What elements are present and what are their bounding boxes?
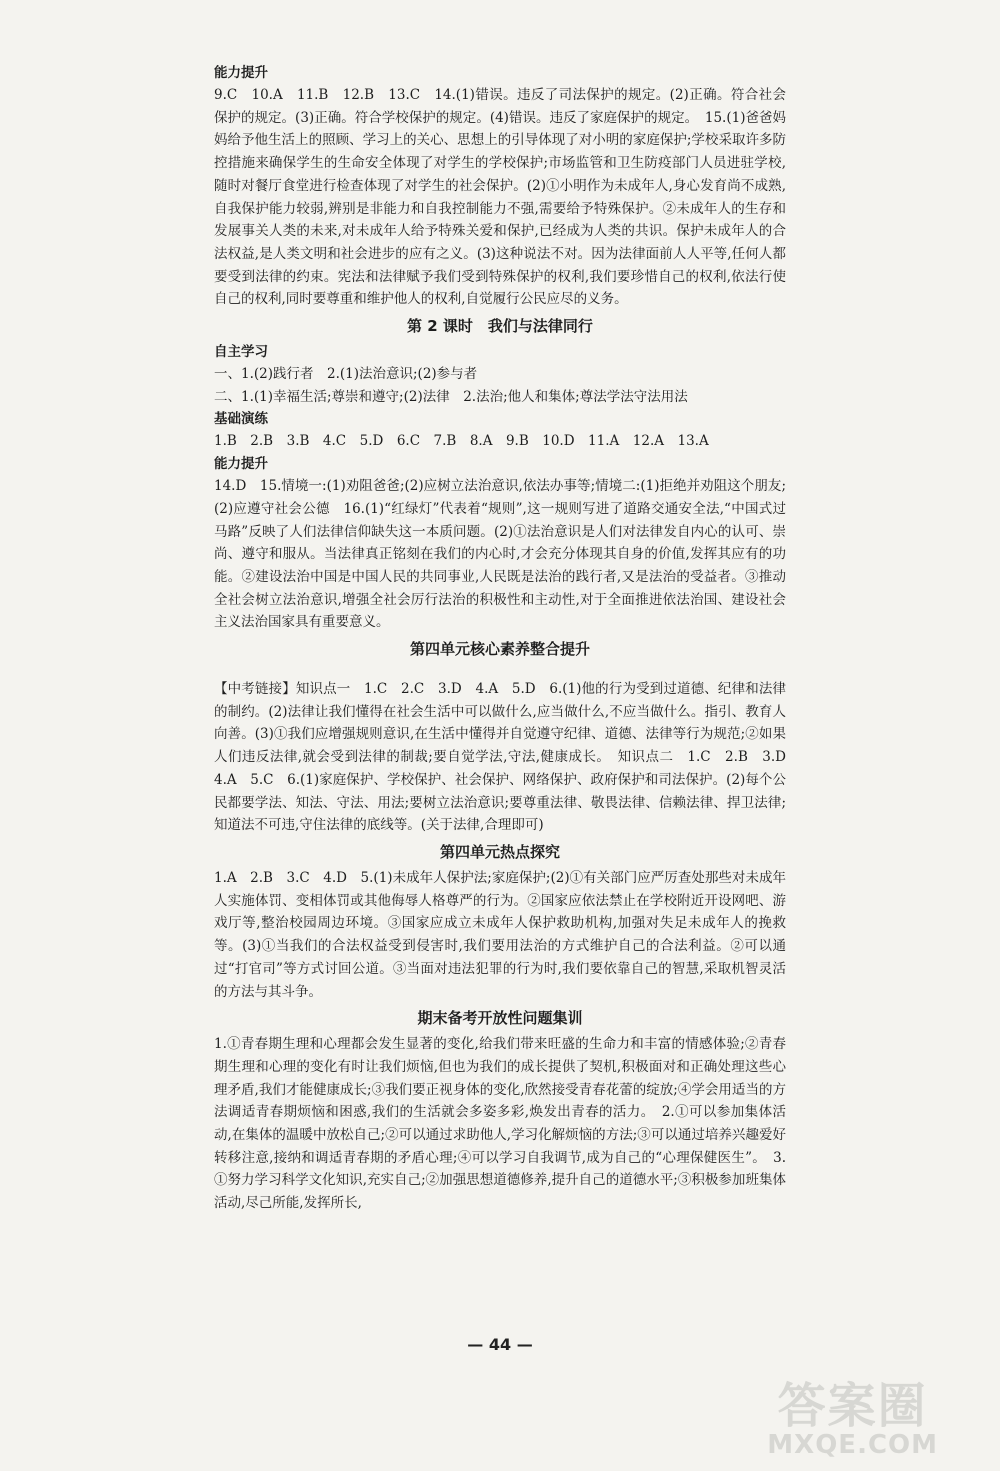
answer-paragraph: 1.B 2.B 3.B 4.C 5.D 6.C 7.B 8.A 9.B 10.D 11.A 12.A 13.A <box>214 433 709 450</box>
answer-page <box>214 62 800 1215</box>
subsection-label: 自主学习 <box>214 344 268 361</box>
page-number: — 44 — <box>467 1335 533 1354</box>
answer-paragraph: 1.①青春期生理和心理都会发生显著的变化,给我们带来旺盛的生命力和丰富的情感体验;②青春期生理和心理的变化有时让我们烦恼,但也为我们的成长提供了契机,积极面对和正确处理这些心理矛盾,我们才能健康成长;③我们要正视身体的变化,欣然接受青春花蕾的绽放;④学会用适当的方法调适青春期烦恼和困惑,我们的生活就会多姿多彩,焕发出青春的活力。 2.①可以参加集体活动,在集体的温暖中放松自己;②可以通过求助他人,学习化解烦恼的方法;③可以通过培养兴趣爱好转移注意,接纳和调适青春期的矛盾心理;④可以学习自我调节,成为自己的“心理保健医生”。 3.①努力学习科学文化知识,充实自己;②加强思想道德修养,提升自己的道德水平;③积极参加班集体活动,尽己所能,发挥所长, <box>214 1036 786 1212</box>
subsection-label: 能力提升 <box>214 65 268 81</box>
answer-paragraph: 二、1.(1)幸福生活;尊崇和遵守;(2)法律 2.法治;他人和集体;尊法学法守法用法 <box>214 388 688 405</box>
answer-paragraph: 14.D 15.情境一:(1)劝阻爸爸;(2)应树立法治意识,依法办事等;情境二:(1)拒绝并劝阻这个朋友;(2)应遵守社会公德 16.(1)“红绿灯”代表着“规则”,这一规则写进了道路交通安全法,“中国式过马路”反映了人们法律信仰缺失这一本质问题。(2)①法治意识是人们对法律发自内心的认可、崇尚、遵守和服从。当法律真正铭刻在我们的内心时,才会充分体现其自身的价值,发挥其应有的功能。②建设法治中国是中国人民的共同事业,人民既是法治的践行者,又是法治的受益者。③推动全社会树立法治意识,增强全社会厉行法治的积极性和主动性,对于全面推进依法治国、建设社会主义法治国家具有重要意义。 <box>214 478 786 631</box>
section-heading: 期末备考开放性问题集训 <box>417 1009 583 1028</box>
subsection-label: 基础演练 <box>214 411 268 428</box>
watermark <box>767 1378 938 1460</box>
answer-paragraph: 【中考链接】知识点一 1.C 2.C 3.D 4.A 5.D 6.(1)他的行为受到过道德、纪律和法律的制约。(2)法律让我们懂得在社会生活中可以做什么,应当做什么,不应当做什么。指引、教育人向善。(3)①我们应增强规则意识,在生活中懂得并自觉遵守纪律、道德、法律等行为规范;②如果人们违反法律,就会受到法律的制裁;要自觉学法,守法,健康成长。 知识点二 1.C 2.B 3.D 4.A 5.C 6.(1)家庭保护、学校保护、社会保护、网络保护、政府保护和司法保护。(2)每个公民都要学法、知法、守法、用法;要树立法治意识;要尊重法律、敬畏法律、信赖法律、捍卫法律;知道法不可违,守住法律的底线等。(关于法律,合理即可) <box>214 681 800 834</box>
watermark-logo: 答案圈 <box>777 1378 928 1435</box>
watermark-url: MXQE.COM <box>767 1429 938 1460</box>
answer-paragraph: 一、1.(2)践行者 2.(1)法治意识;(2)参与者 <box>214 366 478 383</box>
section-heading: 第四单元热点探究 <box>439 842 560 861</box>
subsection-label: 能力提升 <box>214 456 268 473</box>
section-heading: 第 2 课时 我们与法律同行 <box>407 317 593 336</box>
section-heading: 第四单元核心素养整合提升 <box>409 640 590 659</box>
answer-paragraph: 9.C 10.A 11.B 12.B 13.C 14.(1)错误。违反了司法保护的规定。(2)正确。符合社会保护的规定。(3)正确。符合学校保护的规定。(4)错误。违反了家庭保护的规定。 15.(1)爸爸妈妈给予他生活上的照顾、学习上的关心、思想上的引导体现了对小明的家庭保护;学校采取许多防控措施来确保学生的生命安全体现了对学生的学校保护;市场监管和卫生防疫部门人员进驻学校,随时对餐厅食堂进行检查体现了对学生的社会保护。(2)①小明作为未成年人,身心发育尚不成熟,自我保护能力较弱,辨别是非能力和自我控制能力不强,需要给予特殊保护。②未成年人的生存和发展事关人类的未来,对未成年人给予特殊关爱和保护,已经成为人类的共识。保护未成年人的合法权益,是人类文明和社会进步的应有之义。(3)这种说法不对。因为法律面前人人平等,任何人都要受到法律的约束。宪法和法律赋予我们受到特殊保护的权利,我们要珍惜自己的权利,依法行使自己的权利,同时要尊重和维护他人的权利,自觉履行公民应尽的义务。 <box>214 87 786 308</box>
spacer <box>214 664 786 678</box>
answer-paragraph: 1.A 2.B 3.C 4.D 5.(1)未成年人保护法;家庭保护;(2)①有关部门应严厉查处那些对未成年人实施体罚、变相体罚或其他侮辱人格尊严的行为。②国家应依法禁止在学校附近开设网吧、游戏厅等,整治校园周边环境。③国家应成立未成年人保护救助机构,加强对失足未成年人的挽救等。(3)①当我们的合法权益受到侵害时,我们要用法治的方式维护自己的合法利益。②可以通过“打官司”等方式讨回公道。③当面对违法犯罪的行为时,我们要依靠自己的智慧,采取机智灵活的方法与其斗争。 <box>214 869 786 1000</box>
